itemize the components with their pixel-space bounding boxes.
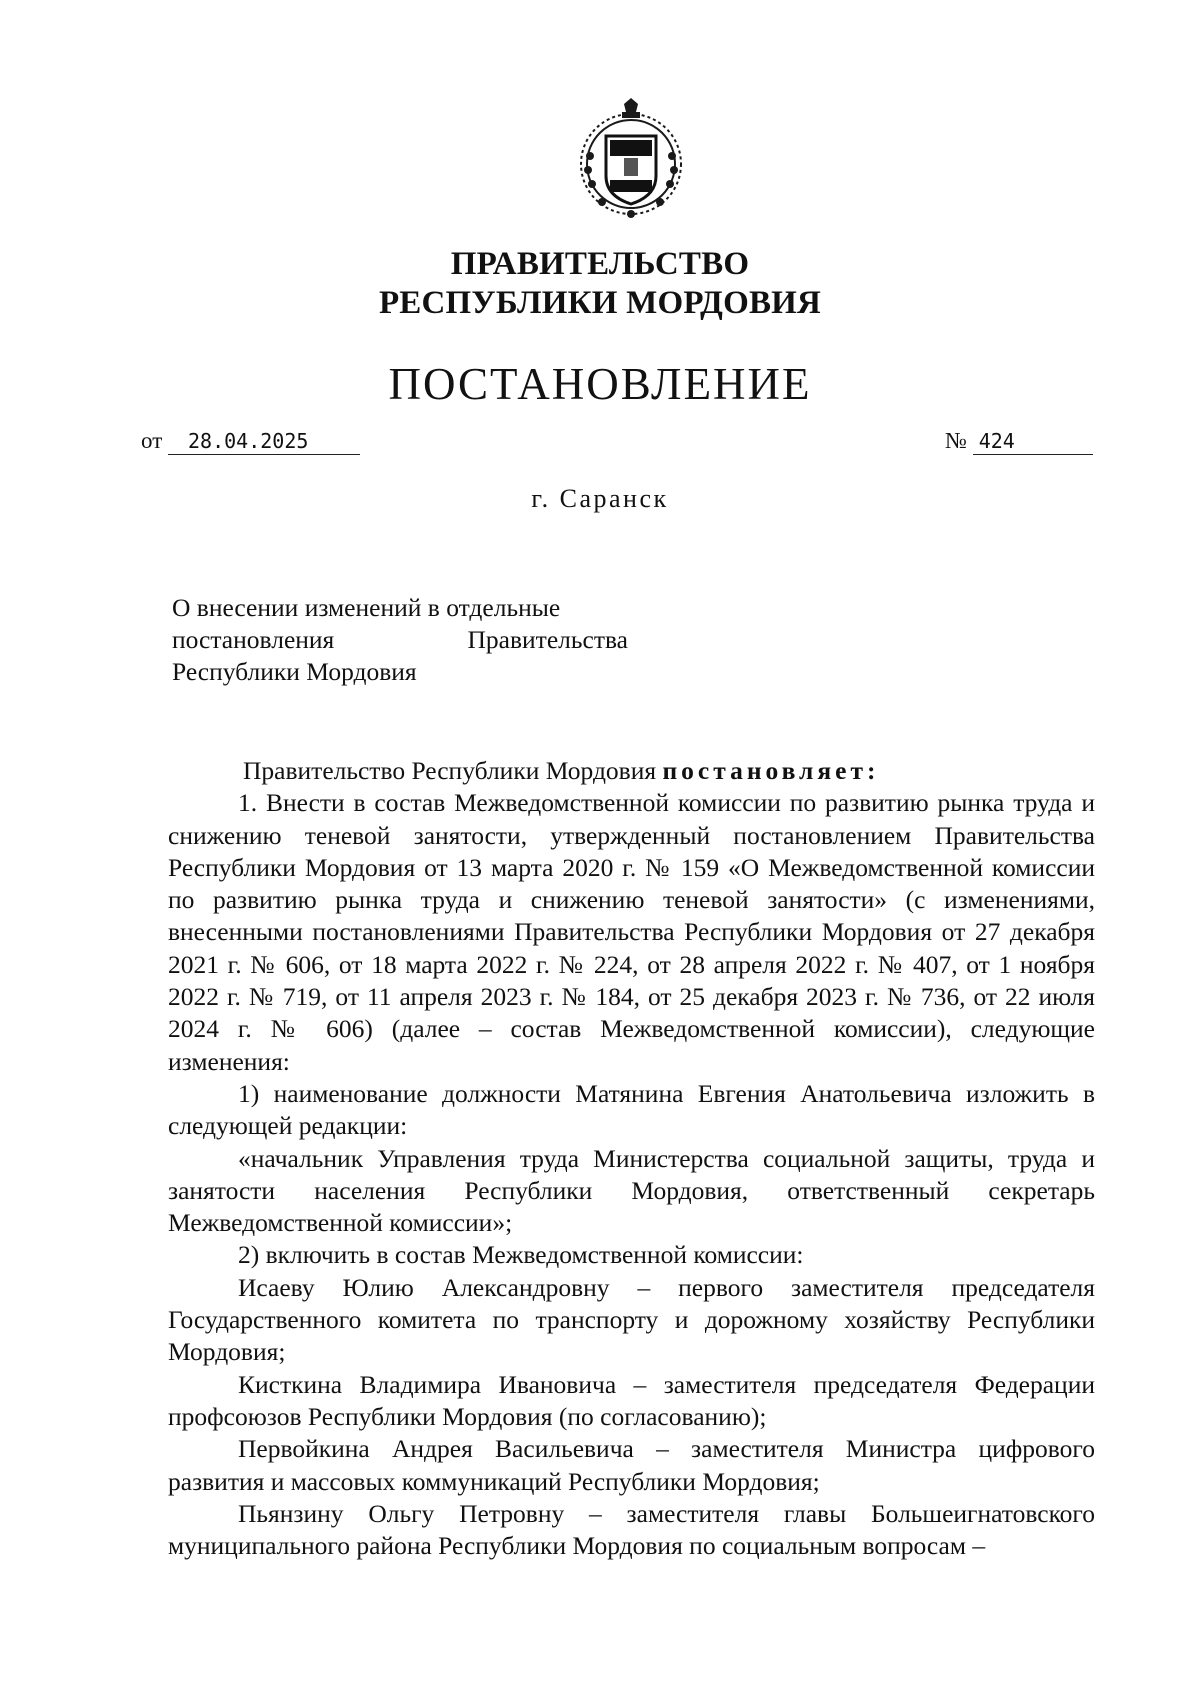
preamble <box>168 755 1095 787</box>
subject-line-2b: Правительства <box>467 625 628 654</box>
date-prefix: от <box>141 428 163 453</box>
body-paragraph: Пьянзину Ольгу Петровну – заместителя главы Большеигнатовского муниципального района Республики Мордовия по социальным вопросам – <box>168 1498 1095 1561</box>
preamble-text: Правительство Республики Мордовия <box>243 756 657 785</box>
coat-of-arms-icon <box>566 96 696 226</box>
preamble-resolves: постановляет: <box>662 756 880 785</box>
subject-line-3: Республики Мордовия <box>172 657 417 686</box>
subject-line-1: О внесении изменений в отдельные <box>172 593 561 622</box>
body-paragraph: 1) наименование должности Матянина Евгения Анатольевича изложить в следующей редакции: <box>168 1078 1095 1141</box>
body-paragraph: Кисткина Владимира Ивановича – заместителя председателя Федерации профсоюзов Республики Мордовия (по согласованию); <box>168 1369 1095 1431</box>
subject-line-2 <box>172 624 628 656</box>
document-number <box>945 428 1093 455</box>
body-paragraph: 1. Внести в состав Межведомственной комиссии по развитию рынка труда и снижению теневой занятости, утвержденный постановлением Правительства Республики Мордовия от 13 марта 2020 г. № 159 «О Межведомственной комиссии по развитию рынка труда и снижению теневой занятости» (с изменениями, внесенными постановлениями Правительства Республики Мордовия от 27 декабря 2021 г. № 606, от 18 марта 2022 г. № 224, от 28 апреля 2022 г. № 407, от 1 ноября 2022 г. № 719, от 11 апреля 2023 г. № 184, от 25 декабря 2023 г. № 736, от 22 июля 2024 г. № 606) (далее – состав Межведомственной комиссии), следующие изменения: <box>168 788 1095 1076</box>
org-name-line-2: РЕСПУБЛИКИ МОРДОВИЯ <box>378 285 822 321</box>
body-paragraph: Исаеву Юлию Александровну – первого заместителя председателя Государственного комитета по транспорту и дорожному хозяйству Республики Мордовия; <box>168 1272 1095 1367</box>
date-value: 28.04.2025 <box>168 429 360 455</box>
document-body <box>168 755 1095 1562</box>
subject-line-2a: постановления <box>172 625 335 654</box>
org-name-line-1: ПРАВИТЕЛЬСТВО <box>450 246 750 282</box>
number-prefix: № <box>945 428 967 453</box>
document-date <box>141 428 360 455</box>
body-paragraph: 2) включить в состав Межведомственной комиссии: <box>238 1240 804 1270</box>
body-paragraph: «начальник Управления труда Министерства социальной защиты, труда и занятости населения Республики Мордовия, ответственный секретарь Межведомственной комиссии»; <box>168 1143 1095 1238</box>
document-subject <box>172 592 628 688</box>
body-paragraph: Первойкина Андрея Васильевича – заместителя Министра цифрового развития и массовых коммуникаций Республики Мордовия; <box>168 1434 1095 1496</box>
document-type-title: ПОСТАНОВЛЕНИЕ <box>388 359 812 409</box>
city-name: г. Саранск <box>531 484 669 513</box>
number-value: 424 <box>973 429 1093 455</box>
